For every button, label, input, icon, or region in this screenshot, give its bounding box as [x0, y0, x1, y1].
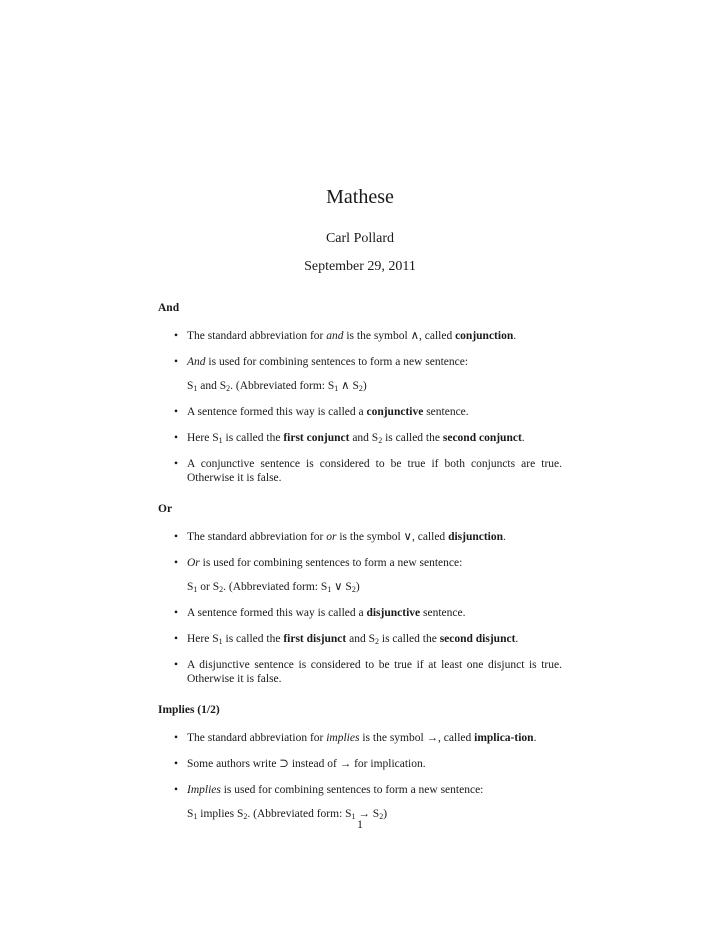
section-and: [158, 300, 562, 485]
text: .: [513, 330, 517, 342]
bullet-icon: •: [174, 531, 179, 543]
section-heading-or: Or: [158, 503, 173, 515]
bullet-icon: •: [174, 758, 179, 770]
document-date: September 29, 2011: [304, 259, 416, 274]
text: is used for combining sentences to form a new sentence:: [205, 356, 469, 368]
section-heading-implies: Implies (1/2): [158, 704, 220, 716]
emphasis: And: [187, 356, 206, 368]
list-item: • The standard abbreviation for or is the symbol ∨, called disjunction.: [174, 531, 506, 543]
term: conjunctive: [366, 406, 424, 418]
formula: $S_1$ implies $S_2$. (Abbreviated form: $S_1 \to S_2$): [187, 808, 388, 821]
bullet-list-or: [158, 530, 562, 686]
bullet-icon: •: [174, 633, 179, 645]
list-item: [158, 457, 562, 485]
formula: $S_1$ or $S_2$. (Abbreviated form: $S_1$ ∨ $S_2$): [187, 581, 360, 594]
text: sentence.: [423, 406, 469, 418]
list-item: [158, 405, 562, 419]
section-heading-and: And: [158, 302, 180, 314]
term: conjunction: [455, 330, 514, 342]
bullet-icon: •: [174, 458, 179, 470]
bullet-icon: •: [174, 557, 179, 569]
text: A disjunctive sentence is considered to be true if at least one disjunct is true. Otherwise it is false.: [187, 659, 562, 685]
list-item: [158, 355, 562, 393]
section-implies: [158, 702, 562, 821]
document-body: [158, 300, 562, 837]
list-item: • Here $S_1$ is called the first conjunct and $S_2$ is called the second conjunct.: [174, 432, 525, 445]
list-item: [158, 757, 562, 771]
page-number: 1: [357, 817, 363, 831]
list-item: • Implies is used for combining sentences to form a new sentence: $S_1$ implies $S_2$. (Abbreviated form: $S_1 \to S_2$): [158, 783, 562, 821]
emphasis: or: [326, 531, 337, 543]
bullet-icon: •: [174, 406, 179, 418]
document-author: Carl Pollard: [325, 231, 395, 246]
term: second disjunct: [439, 633, 516, 645]
list-item: • The standard abbreviation for implies is the symbol →, called implica-tion.: [174, 732, 537, 744]
text: Some authors write ⊃ instead of → for implication.: [187, 758, 426, 770]
bullet-icon: •: [174, 432, 179, 444]
list-item: • Or is used for combining sentences to form a new sentence: $S_1$ or $S_2$. (Abbreviated form: $S_1$ ∨ $S_2$): [158, 556, 562, 594]
document-title: Mathese: [326, 186, 394, 208]
section-or: [158, 501, 562, 686]
list-item: • Here $S_1$ is called the first disjunct and $S_2$ is called the second disjunct.: [174, 633, 519, 646]
term: first disjunct: [283, 633, 347, 645]
list-item: [158, 658, 562, 686]
emphasis: Implies: [187, 784, 221, 796]
bullet-icon: •: [174, 784, 179, 796]
bullet-list-and: [158, 329, 562, 485]
bullet-list-implies: [158, 731, 562, 821]
emphasis: Or: [187, 557, 200, 569]
text: A sentence formed this way is called a: [187, 406, 367, 418]
text: A conjunctive sentence is considered to be true if both conjuncts are true. Otherwise it is false.: [187, 458, 562, 484]
bullet-icon: •: [174, 659, 179, 671]
list-item: [158, 329, 562, 343]
term: second conjunct: [442, 432, 522, 444]
formula: $S_1$ and $S_2$. (Abbreviated form: $S_1$ ∧ $S_2$): [187, 380, 367, 393]
text: The standard abbreviation for: [187, 330, 327, 342]
term: first conjunct: [283, 432, 350, 444]
list-item: • A sentence formed this way is called a disjunctive sentence.: [174, 607, 466, 619]
bullet-icon: •: [174, 330, 179, 342]
emphasis: and: [326, 330, 344, 342]
bullet-icon: •: [174, 356, 179, 368]
emphasis: implies: [326, 732, 360, 744]
bullet-icon: •: [174, 732, 179, 744]
bullet-icon: •: [174, 607, 179, 619]
term: disjunctive: [366, 607, 421, 619]
text: is the symbol ∧, called: [343, 330, 456, 342]
term: disjunction: [448, 531, 504, 543]
term: implica-tion: [474, 732, 534, 744]
